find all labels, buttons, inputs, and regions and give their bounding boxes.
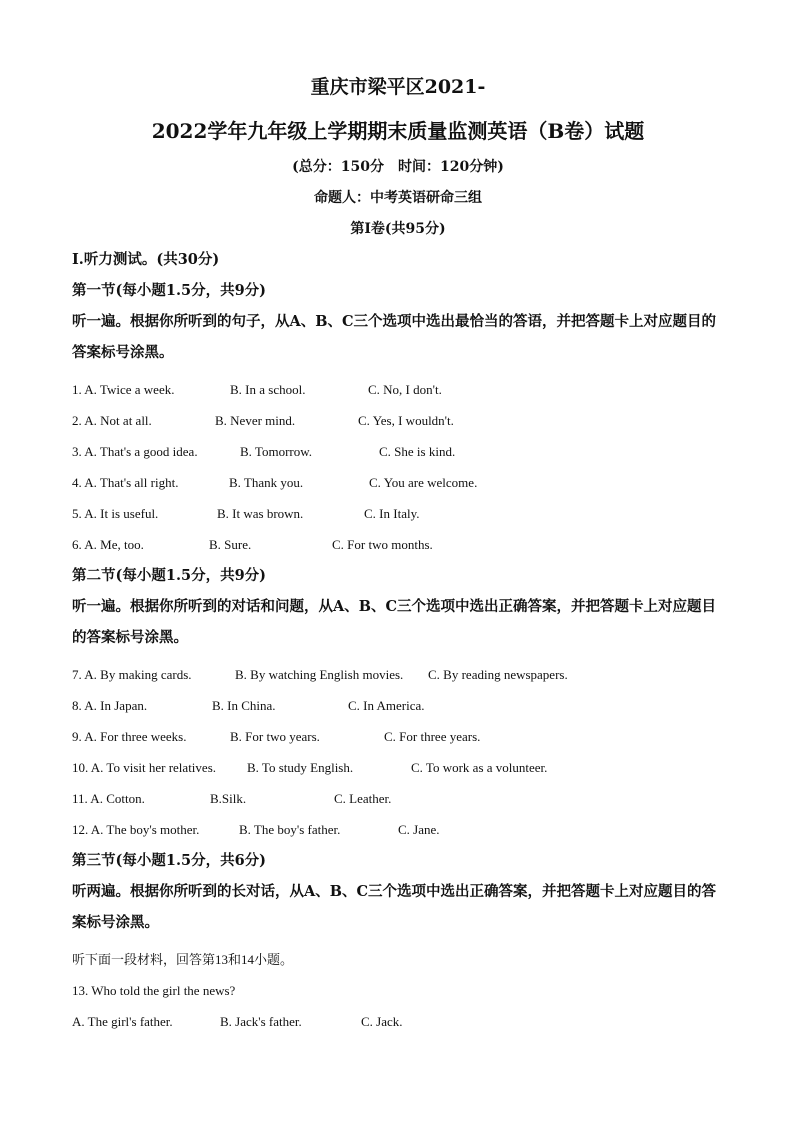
option-a: 12. A. The boy's mother. xyxy=(72,822,200,837)
score-time: (总分：150分 时间：120分钟) xyxy=(292,159,504,175)
option-a: 6. A. Me, too. xyxy=(72,537,144,552)
option-b: B. The boy's father. xyxy=(239,822,341,837)
option-b: B. It was brown. xyxy=(217,506,304,521)
option-c: C. By reading newspapers. xyxy=(428,667,568,682)
question-row xyxy=(72,505,724,523)
option-b: B. By watching English movies. xyxy=(235,667,404,682)
option-a: A. The girl's father. xyxy=(72,1014,173,1029)
option-a: 3. A. That's a good idea. xyxy=(72,444,198,459)
question-row xyxy=(72,412,724,430)
option-b: B. In China. xyxy=(212,698,276,713)
question-row xyxy=(72,474,724,492)
question-row xyxy=(72,697,724,715)
option-a: 7. A. By making cards. xyxy=(72,667,192,682)
option-b: B. Tomorrow. xyxy=(240,444,313,459)
option-c: C. In Italy. xyxy=(364,506,420,521)
question-row xyxy=(72,381,724,399)
title-line-2: 2022学年九年级上学期期末质量监测英语（B卷）试题 xyxy=(151,119,645,143)
option-c: C. Jack. xyxy=(361,1014,403,1029)
question-row xyxy=(72,666,724,684)
option-c: C. Yes, I wouldn't. xyxy=(358,413,454,428)
question-row xyxy=(72,536,724,554)
option-b: B.Silk. xyxy=(210,791,247,806)
option-b: B. To study English. xyxy=(247,760,354,775)
section3-note: 听下面一段材料，回答第13和14小题。 xyxy=(72,952,294,967)
option-a: 8. A. In Japan. xyxy=(72,698,148,713)
question-row xyxy=(72,443,724,461)
option-a: 1. A. Twice a week. xyxy=(72,382,175,397)
author-line: 命题人：中考英语研命三组 xyxy=(314,190,482,206)
option-a: 4. A. That's all right. xyxy=(72,475,179,490)
option-b: B. Jack's father. xyxy=(220,1014,302,1029)
option-c: C. Jane. xyxy=(398,822,440,837)
option-a: 10. A. To visit her relatives. xyxy=(72,760,216,775)
option-a: 9. A. For three weeks. xyxy=(72,729,187,744)
option-b: B. In a school. xyxy=(230,382,306,397)
option-b: B. Never mind. xyxy=(215,413,296,428)
option-c: C. She is kind. xyxy=(379,444,456,459)
option-c: C. In America. xyxy=(348,698,425,713)
option-b: B. Thank you. xyxy=(229,475,304,490)
section1-heading: 第一节(每小题1.5分，共9分) xyxy=(72,282,267,299)
question-13-stem: 13. Who told the girl the news? xyxy=(72,983,236,998)
question-row xyxy=(72,759,724,777)
section2-heading: 第二节(每小题1.5分，共9分) xyxy=(72,567,267,584)
exam-page xyxy=(72,64,724,1031)
question-row xyxy=(72,728,724,746)
title-line-1: 重庆市梁平区2021- xyxy=(310,76,486,98)
volume-heading: 第I卷(共95分) xyxy=(350,221,446,237)
section3-instruction: 听两遍。根据你所听到的长对话，从A、B、C三个选项中选出正确答案，并把答题卡上对应题目的答案标号涂黑。 xyxy=(72,883,717,931)
section2-instruction: 听一遍。根据你所听到的对话和问题，从A、B、C三个选项中选出正确答案，并把答题卡上对应题目的答案标号涂黑。 xyxy=(72,598,717,646)
option-b: B. For two years. xyxy=(230,729,320,744)
option-a: 5. A. It is useful. xyxy=(72,506,159,521)
question-row xyxy=(72,821,724,839)
option-c: C. You are welcome. xyxy=(369,475,478,490)
option-c: C. For three years. xyxy=(384,729,481,744)
option-c: C. No, I don't. xyxy=(368,382,442,397)
question-row xyxy=(72,790,724,808)
option-a: 11. A. Cotton. xyxy=(72,791,145,806)
option-c: C. Leather. xyxy=(334,791,392,806)
option-c: C. To work as a volunteer. xyxy=(411,760,548,775)
option-a: 2. A. Not at all. xyxy=(72,413,152,428)
option-b: B. Sure. xyxy=(209,537,252,552)
option-c: C. For two months. xyxy=(332,537,433,552)
question-row xyxy=(72,1013,724,1031)
section3-heading: 第三节(每小题1.5分，共6分) xyxy=(72,852,267,869)
part1-heading: I.听力测试。(共30分) xyxy=(72,251,220,268)
section1-instruction: 听一遍。根据你所听到的句子，从A、B、C三个选项中选出最恰当的答语，并把答题卡上对应题目的答案标号涂黑。 xyxy=(72,313,717,361)
